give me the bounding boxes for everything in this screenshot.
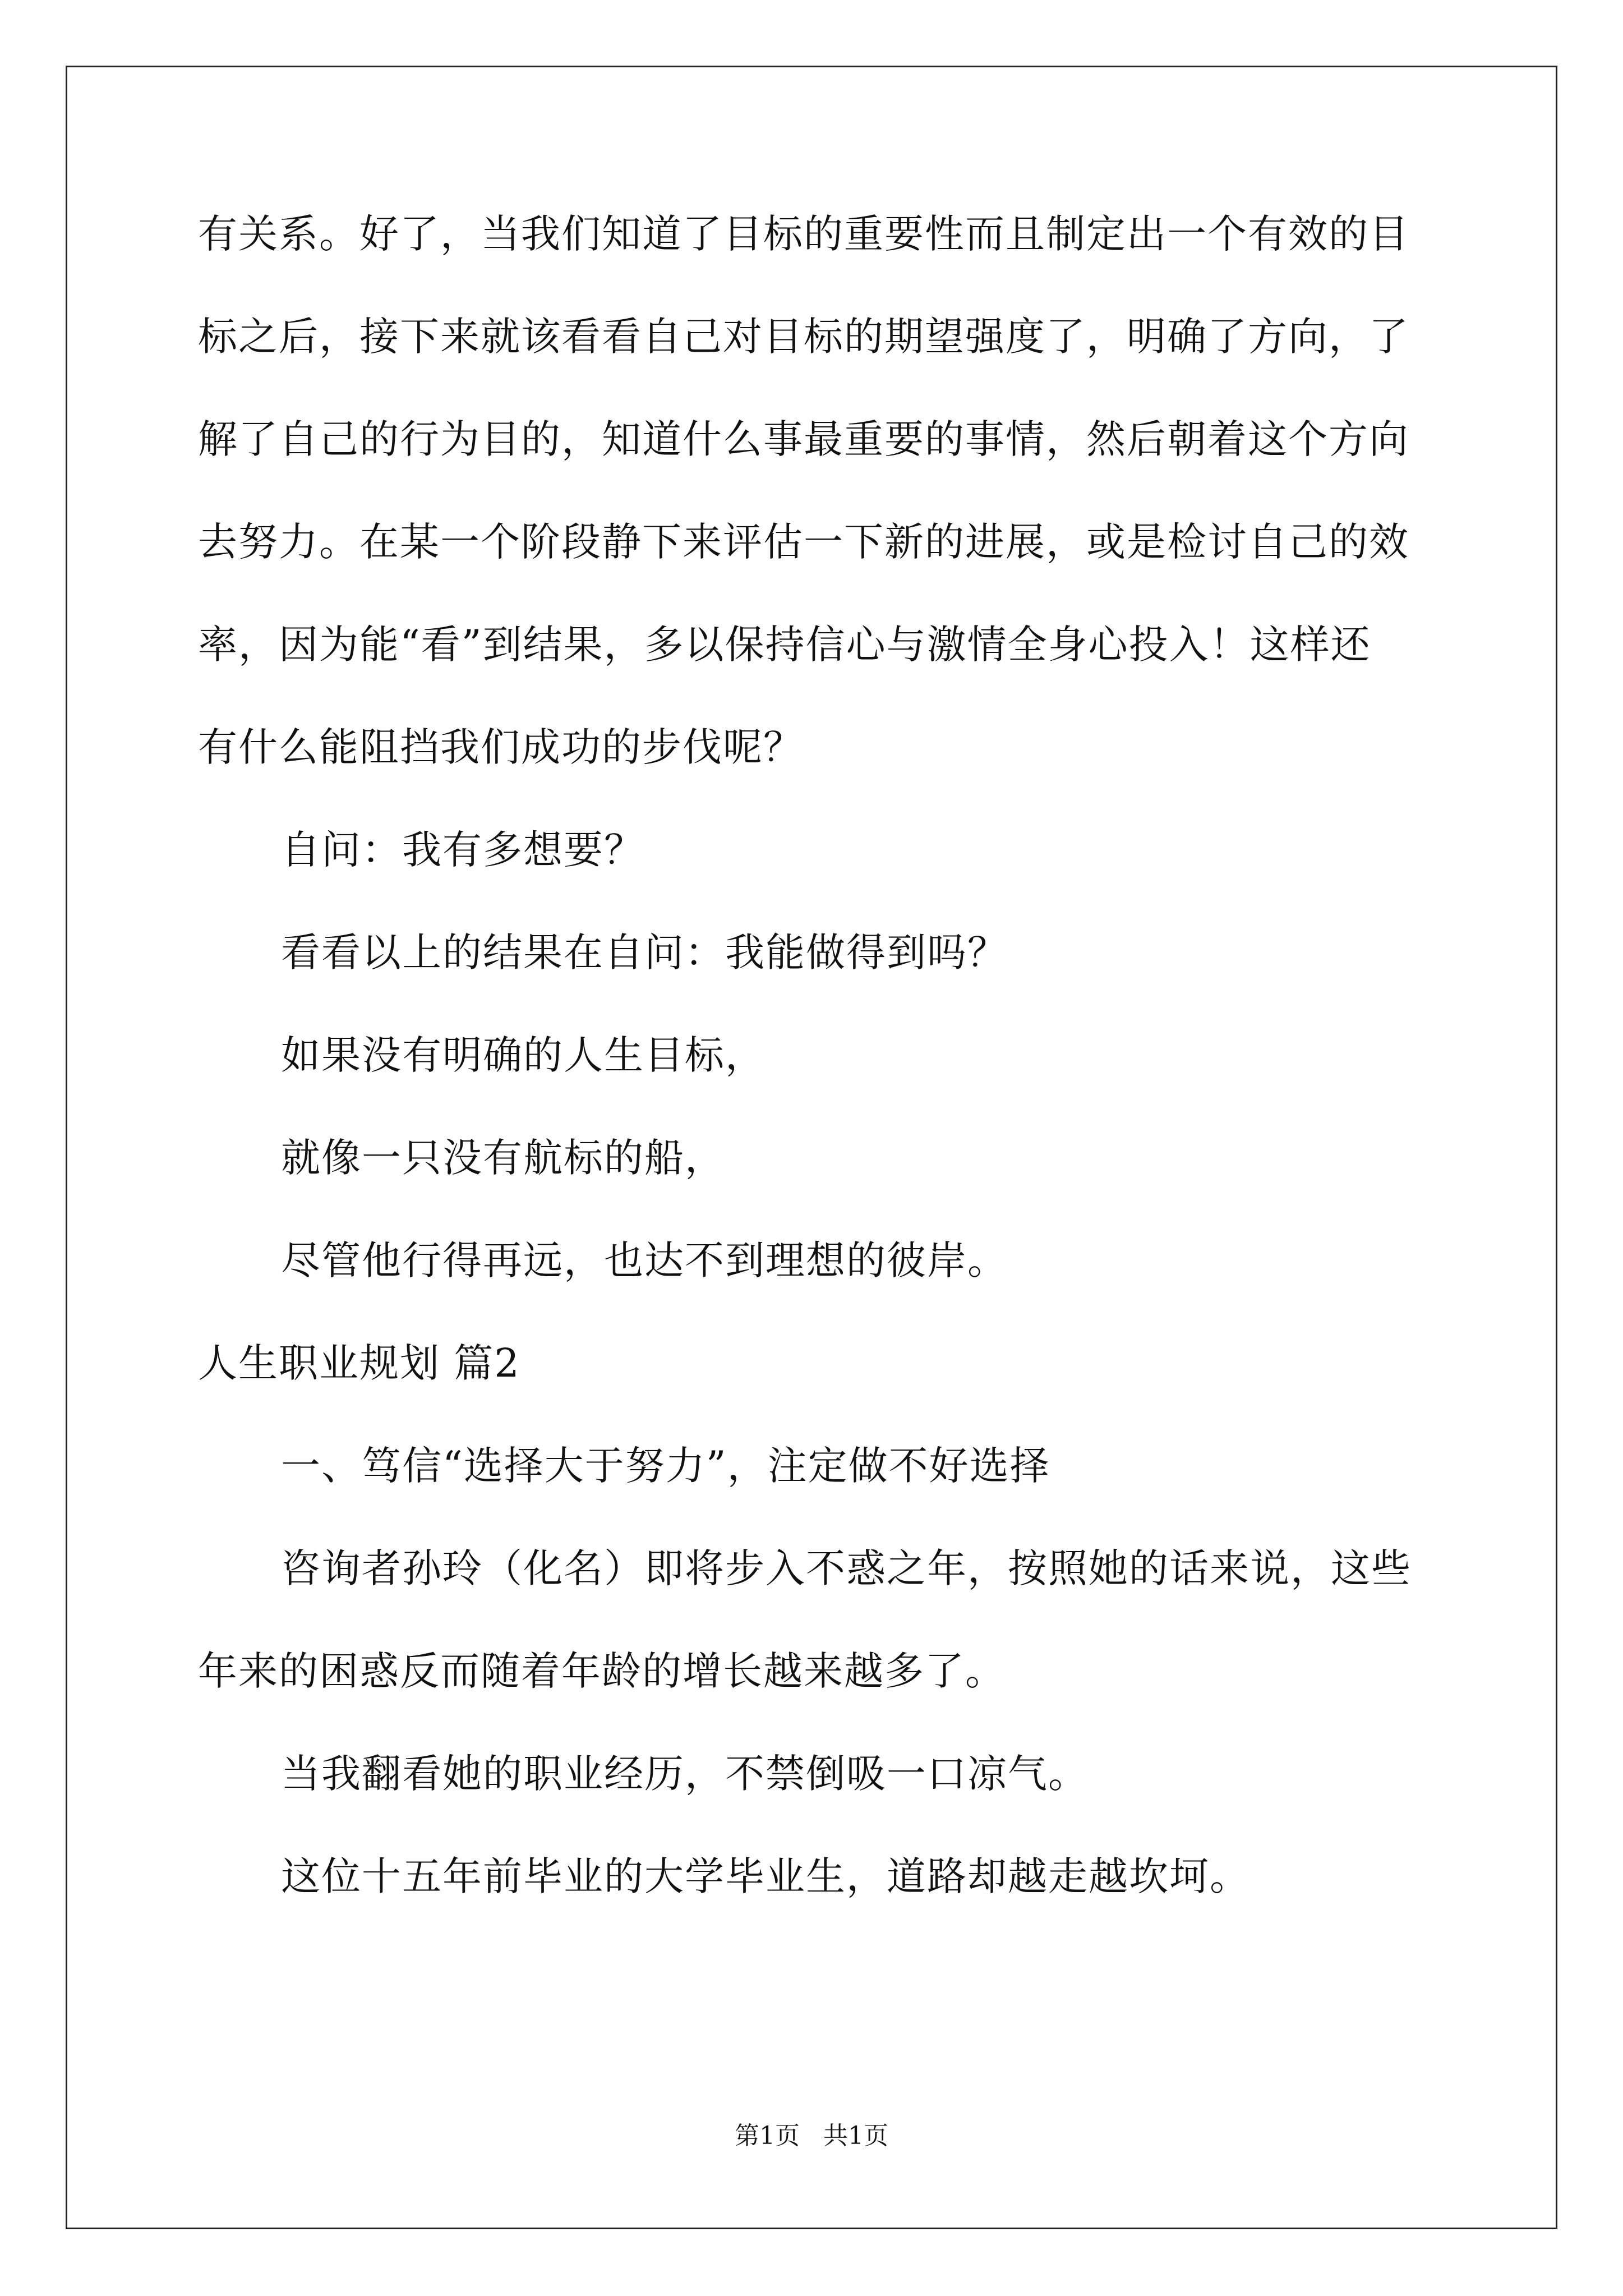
paragraph-line: 标之后，接下来就该看看自己对目标的期望强度了，明确了方向，了 [198, 314, 1409, 360]
paragraph-line: 就像一只没有航标的船， [281, 1135, 725, 1181]
paragraph-line: 看看以上的结果在自问：我能做得到吗？ [281, 930, 1008, 976]
page-footer: 第1页 共1页 [735, 2122, 888, 2150]
paragraph-line: 一、笃信“选择大于努力”，注定做不好选择 [281, 1443, 1050, 1489]
paragraph-line: 这位十五年前毕业的大学毕业生，道路却越走越坎坷。 [281, 1853, 1250, 1899]
paragraph-line: 去努力。在某一个阶段静下来评估一下新的进展，或是检讨自己的效 [198, 519, 1409, 565]
paragraph-line: 咨询者孙玲（化名）即将步入不惑之年，按照她的话来说，这些 [281, 1545, 1412, 1591]
paragraph-line: 当我翻看她的职业经历，不禁倒吸一口凉气。 [281, 1751, 1089, 1797]
paragraph-line: 有什么能阻挡我们成功的步伐呢？ [198, 724, 804, 770]
paragraph-line: 年来的困惑反而随着年龄的增长越来越多了。 [198, 1648, 1006, 1694]
paragraph-line: 有关系。好了，当我们知道了目标的重要性而且制定出一个有效的目 [198, 211, 1409, 257]
paragraph-line: 如果没有明确的人生目标， [281, 1032, 766, 1078]
paragraph-line: 自问：我有多想要？ [281, 827, 644, 873]
paragraph-line: 解了自己的行为目的，知道什么事最重要的事情，然后朝着这个方向 [198, 416, 1409, 462]
section-heading: 人生职业规划 篇2 [198, 1340, 520, 1386]
paragraph-line: 尽管他行得再远，也达不到理想的彼岸。 [281, 1237, 1008, 1283]
paragraph-line: 率，因为能“看”到结果，多以保持信心与激情全身心投入！这样还 [198, 622, 1371, 668]
